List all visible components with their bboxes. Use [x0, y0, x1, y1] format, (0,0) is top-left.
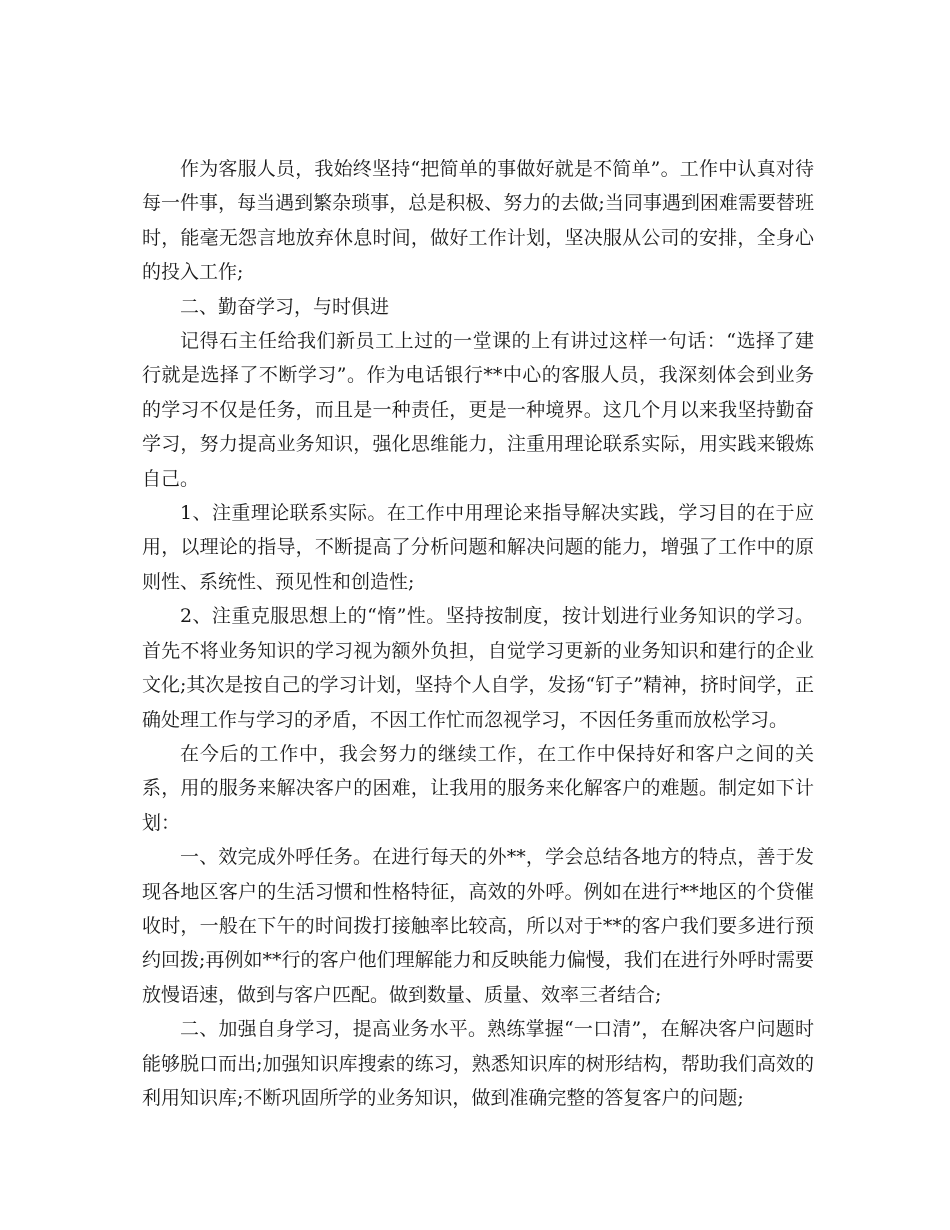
section-heading-study: 二、勤奋学习，与时俱进 [180, 295, 390, 318]
paragraph-point-1: 1、注重理论联系实际。在工作中用理论来指导解决实践，学习目的在于应用，以理论的指导，不断提高了分析问题和解决问题的能力，增强了工作中的原则性、系统性、预见性和创造性; [142, 502, 814, 593]
paragraph-plan-1: 一、效完成外呼任务。在进行每天的外**，学会总结各地方的特点，善于发现各地区客户的生活习惯和性格特征，高效的外呼。例如在进行**地区的个贷催收时，一般在下午的时间拨打接触率比较高，所以对于**的客户我们要多进行预约回拨;再例如**行的客户他们理解能力和反映能力偏慢，我们在进行外呼时需要放慢语速，做到与客户匹配。做到数量、质量、效率三者结合; [142, 846, 814, 1006]
paragraph-plan-intro: 在今后的工作中，我会努力的继续工作，在工作中保持好和客户之间的关系，用的服务来解决客户的困难，让我用的服务来化解客户的难题。制定如下计划： [142, 742, 814, 834]
document-body [142, 152, 814, 1115]
paragraph-study-quote: 记得石主任给我们新员工上过的一堂课的上有讲过这样一句话：“选择了建行就是选择了不断学习”。作为电话银行**中心的客服人员，我深刻体会到业务的学习不仅是任务，而且是一种责任，更是一种境界。这几个月以来我坚持勤奋学习，努力提高业务知识，强化思维能力，注重用理论联系实际，用实践来锻炼自己。 [142, 330, 814, 490]
paragraph-intro: 作为客服人员，我始终坚持“把简单的事做好就是不简单”。工作中认真对待每一件事，每当遇到繁杂琐事，总是积极、努力的去做;当同事遇到困难需要替班时，能毫无怨言地放弃休息时间，做好工作计划，坚决服从公司的安排，全身心的投入工作; [142, 158, 814, 284]
paragraph-point-2: 2、注重克服思想上的“惰”性。坚持按制度，按计划进行业务知识的学习。首先不将业务知识的学习视为额外负担，自觉学习更新的业务知识和建行的企业文化;其次是按自己的学习计划，坚持个人自学，发扬“钉子”精神，挤时间学，正确处理工作与学习的矛盾，不因工作忙而忽视学习，不因任务重而放松学习。 [142, 605, 814, 731]
paragraph-plan-2: 二、加强自身学习，提高业务水平。熟练掌握“一口清”，在解决客户问题时能够脱口而出;加强知识库搜索的练习，熟悉知识库的树形结构，帮助我们高效的利用知识库;不断巩固所学的业务知识，做到准确完整的答复客户的问题; [142, 1018, 814, 1109]
